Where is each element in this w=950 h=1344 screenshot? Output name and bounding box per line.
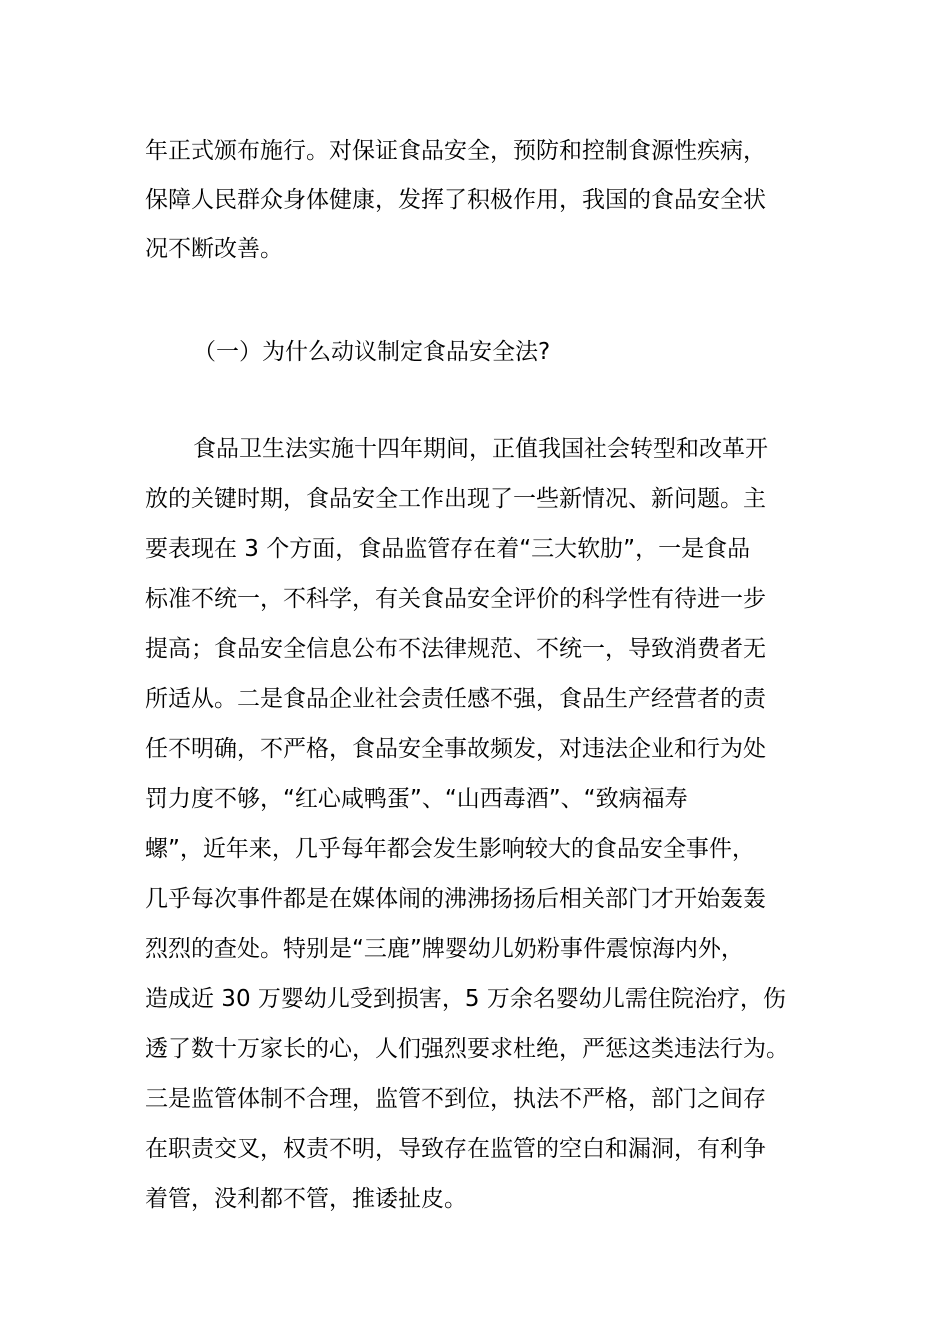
paragraph-2-line-16: 着管，没利都不管，推诿扯皮。 <box>145 1186 467 1212</box>
paragraph-1-line-1: 年正式颁布施行。对保证食品安全，预防和控制食源性疾病， <box>145 138 766 164</box>
paragraph-2-line-3: 要表现在 3 个方面，食品监管存在着“三大软肋”，一是食品 <box>145 536 751 562</box>
paragraph-2-line-12: 造成近 30 万婴幼儿受到损害，5 万余名婴幼儿需住院治疗，伤 <box>145 986 786 1012</box>
paragraph-2-line-9: 螺”，近年来，几乎每年都会发生影响较大的食品安全事件， <box>145 836 755 862</box>
paragraph-2-line-1: 食品卫生法实施十四年期间，正值我国社会转型和改革开 <box>193 436 768 462</box>
paragraph-1-line-2: 保障人民群众身体健康，发挥了积极作用，我国的食品安全状 <box>145 187 766 213</box>
paragraph-1-line-3: 况不断改善。 <box>145 236 283 262</box>
paragraph-2-line-10: 几乎每次事件都是在媒体闹的沸沸扬扬后相关部门才开始轰轰 <box>145 886 766 912</box>
paragraph-2-line-4: 标准不统一，不科学，有关食品安全评价的科学性有待进一步 <box>145 586 766 612</box>
paragraph-2-line-11: 烈烈的查处。特别是“三鹿”牌婴幼儿奶粉事件震惊海内外， <box>145 936 744 962</box>
paragraph-2-line-2: 放的关键时期，食品安全工作出现了一些新情况、新问题。主 <box>145 486 766 512</box>
section-heading: （一）为什么动议制定食品安全法? <box>193 339 551 365</box>
paragraph-2-line-5: 提高；食品安全信息公布不法律规范、不统一，导致消费者无 <box>145 636 766 662</box>
paragraph-2-line-8: 罚力度不够，“红心咸鸭蛋”、“山西毒酒”、“致病福寿 <box>145 786 688 812</box>
paragraph-2-line-14: 三是监管体制不合理，监管不到位，执法不严格，部门之间存 <box>145 1086 766 1112</box>
paragraph-2-line-7: 任不明确，不严格，食品安全事故频发，对违法企业和行为处 <box>145 736 766 762</box>
paragraph-2-line-15: 在职责交叉，权责不明，导致存在监管的空白和漏洞，有利争 <box>145 1136 766 1162</box>
paragraph-2-line-13: 透了数十万家长的心，人们强烈要求杜绝，严惩这类违法行为。 <box>145 1036 789 1062</box>
paragraph-2-line-6: 所适从。二是食品企业社会责任感不强，食品生产经营者的责 <box>145 686 766 712</box>
